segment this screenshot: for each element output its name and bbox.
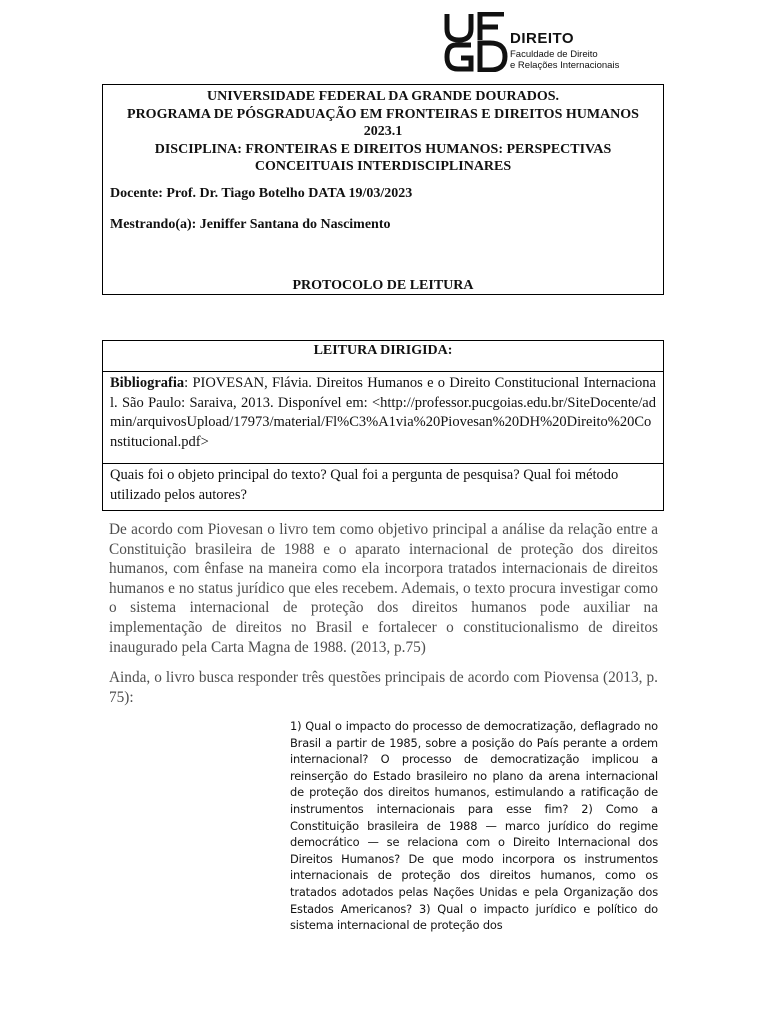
discipline-line1: DISCIPLINA: FRONTEIRAS E DIREITOS HUMANOS: PERSPECTIVAS bbox=[154, 141, 612, 157]
block-quote: 1) Qual o impacto do processo de democratização, deflagrado no Brasil a partir de 1985, sobre a posição do País perante a ordem internacional? O processo de democratização implicou a reinserção do Estado brasileiro no plano da arena internacional de proteção dos direitos humanos, estimulando a ratificação de instrumentos internacionais para esse fim? 2) Como a Constituição brasileira de 1988 — marco jurídico do regime democrático — se relaciona com o Direito Internacional dos Direitos Humanos? De que modo incorpora os instrumentos internacionais de proteção dos direitos humanos, como os tratados adotados pelas Nações Unidas e pela Organização dos Estados Americanos? 3) Qual o impacto jurídico e político do sistema internacional de proteção dos bbox=[290, 719, 658, 933]
logo-faculty-line2: e Relações Internacionais bbox=[510, 60, 620, 71]
logo-faculty bbox=[510, 49, 619, 71]
leitura-table bbox=[102, 340, 664, 511]
protocol-title: PROTOCOLO DE LEITURA bbox=[292, 278, 474, 293]
university-name: UNIVERSIDADE FEDERAL DA GRANDE DOURADOS. bbox=[207, 89, 559, 104]
header-box bbox=[102, 84, 664, 295]
logo-faculty-line1: Faculdade de Direito bbox=[510, 49, 598, 60]
program-name: PROGRAMA DE PÓSGRADUAÇÃO EM FRONTEIRAS E DIREITOS HUMANOS bbox=[127, 106, 639, 122]
mestrando-line: Mestrando(a): Jeniffer Santana do Nascimento bbox=[110, 217, 391, 232]
ufgd-logo bbox=[444, 12, 644, 72]
logo-brand: DIREITO bbox=[510, 30, 575, 47]
docente-line: Docente: Prof. Dr. Tiago Botelho DATA 19/03/2023 bbox=[110, 186, 413, 201]
question-cell: Quais foi o objeto principal do texto? Qual foi a pergunta de pesquisa? Qual foi método utilizado pelos autores? bbox=[110, 467, 619, 503]
ufgd-logo-mark bbox=[444, 12, 508, 72]
program-year: 2023.1 bbox=[363, 124, 403, 139]
paragraph-2: Ainda, o livro busca responder três questões principais de acordo com Piovensa (2013, p. 75): bbox=[109, 669, 658, 706]
bibliography-label: Bibliografia bbox=[110, 375, 185, 391]
bibliography-cell bbox=[103, 372, 663, 464]
bibliography-text: : PIOVESAN, Flávia. Direitos Humanos e o Direito Constitucional Internacional. São Paulo: Saraiva, 2013. Disponível em: <http://professor.pucgoias.edu.br/SiteDocente/admin/arquivosUpload/17973/material/Fl%C3%A1via%20Piovesan%20DH%20Direito%20Constitucional.pdf> bbox=[110, 375, 656, 450]
discipline-line2: CONCEITUAIS INTERDISCIPLINARES bbox=[254, 159, 512, 174]
paragraph-1: De acordo com Piovesan o livro tem como objetivo principal a análise da relação entre a Constituição brasileira de 1988 e o aparato internacional de proteção dos direitos humanos, com ênfase na maneira como ela incorpora tratados internacionais de direitos humanos e no status jurídico que eles recebem. Ademais, o texto procura investigar como o sistema internacional de proteção dos direitos humanos pode auxiliar na implementação de direitos no Brasil e fortalecer o constitucionalismo de direitos inaugurado pela Carta Magna de 1988. (2013, p.75) bbox=[109, 521, 658, 656]
leitura-title: LEITURA DIRIGIDA: bbox=[103, 341, 663, 372]
header-title-block bbox=[103, 88, 663, 176]
